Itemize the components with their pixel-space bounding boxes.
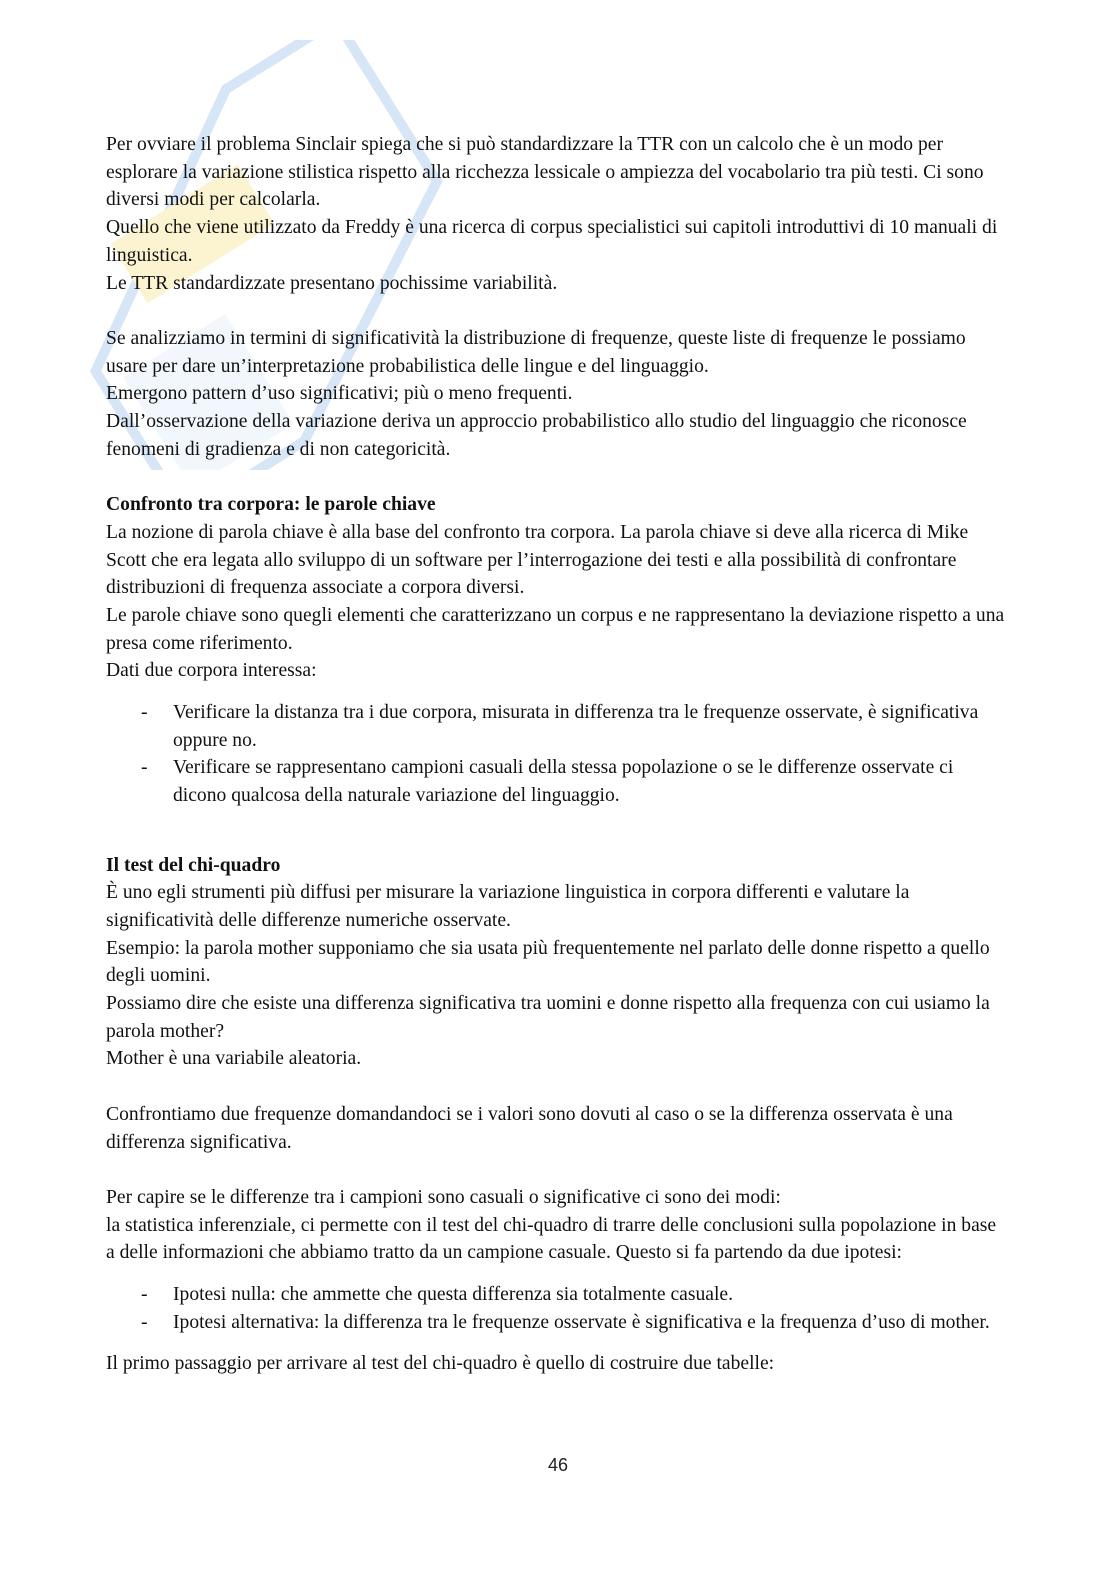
paragraph: Emergono pattern d’uso significativi; più o meno frequenti. (106, 383, 573, 405)
paragraph: Se analizziamo in termini di significatività la distribuzione di frequenze, queste liste di frequenze le possiamo usare per dare un’interpretazione probabilistica delle lingue e del linguaggio. (106, 327, 966, 377)
paragraph: Quello che viene utilizzato da Freddy è una ricerca di corpus specialistici sui capitoli introduttivi di 10 manuali di linguistica. (106, 217, 998, 266)
section-heading-keywords: Confronto tra corpora: le parole chiave (106, 494, 436, 516)
list-item: - Verificare se rappresentano campioni casuali della stessa popolazione o se le differenze osservate ci dicono qualcosa della naturale variazione del linguaggio. (173, 754, 1006, 809)
document-body (106, 131, 1006, 1378)
paragraph: Per capire se le differenze tra i campioni sono casuali o significative ci sono dei modi: (106, 1186, 781, 1208)
paragraph: Il primo passaggio per arrivare al test del chi-quadro è quello di costruire due tabelle: (106, 1353, 775, 1375)
page-number: 46 (547, 1455, 569, 1475)
paragraph: Confrontiamo due frequenze domandandoci se i valori sono dovuti al caso o se la differenza osservata è una differenza significativa. (106, 1103, 953, 1153)
paragraph: La nozione di parola chiave è alla base del confronto tra corpora. La parola chiave si deve alla ricerca di Mike Scott che era legata allo sviluppo di un software per l’interrogazione dei testi e alla possibilità di confrontare distribuzioni di frequenza associate a corpora diversi. (106, 521, 969, 599)
paragraph: Dall’osservazione della variazione deriva un approccio probabilistico allo studio del linguaggio che riconosce fenomeni di gradienza e di non categoricità. (106, 411, 967, 460)
paragraph: Possiamo dire che esiste una differenza significativa tra uomini e donne rispetto alla frequenza con cui usiamo la parola mother? (106, 993, 990, 1042)
hypotheses-list (106, 1281, 1006, 1336)
paragraph: Per ovviare il problema Sinclair spiega che si può standardizzare la TTR con un calcolo che è un modo per esplorare la variazione stilistica rispetto alla ricchezza lessicale o ampiezza del vocabolario tra più testi. Ci sono diversi modi per calcolarla. (106, 134, 984, 211)
list-item: - Ipotesi alternativa: la differenza tra le frequenze osservate è significativa e la frequenza d’uso di mother. (173, 1309, 1006, 1337)
paragraph: Mother è una variabile aleatoria. (106, 1048, 362, 1070)
paragraph: Dati due corpora interessa: (106, 660, 317, 682)
section-heading-chi-square: Il test del chi-quadro (106, 854, 281, 876)
paragraph: la statistica inferenziale, ci permette con il test del chi-quadro di trarre delle conclusioni sulla popolazione in base a delle informazioni che abbiamo tratto da un campione casuale. Questo si fa partendo da due ipotesi: (106, 1214, 997, 1264)
paragraph: Le TTR standardizzate presentano pochissime variabilità. (106, 272, 558, 294)
paragraph: Le parole chiave sono quegli elementi che caratterizzano un corpus e ne rappresentano la deviazione rispetto a una presa come riferimento. (106, 604, 1005, 654)
paragraph: È uno egli strumenti più diffusi per misurare la variazione linguistica in corpora differenti e valutare la significatività delle differenze numeriche osservate. (106, 882, 910, 931)
paragraph: Esempio: la parola mother supponiamo che sia usata più frequentemente nel parlato delle donne rispetto a quello degli uomini. (106, 937, 990, 987)
list-item: - Ipotesi nulla: che ammette che questa differenza sia totalmente casuale. (173, 1281, 1006, 1309)
list-item: - Verificare la distanza tra i due corpora, misurata in differenza tra le frequenze osservate, è significativa oppure no. (173, 699, 1006, 754)
keywords-list (106, 699, 1006, 810)
